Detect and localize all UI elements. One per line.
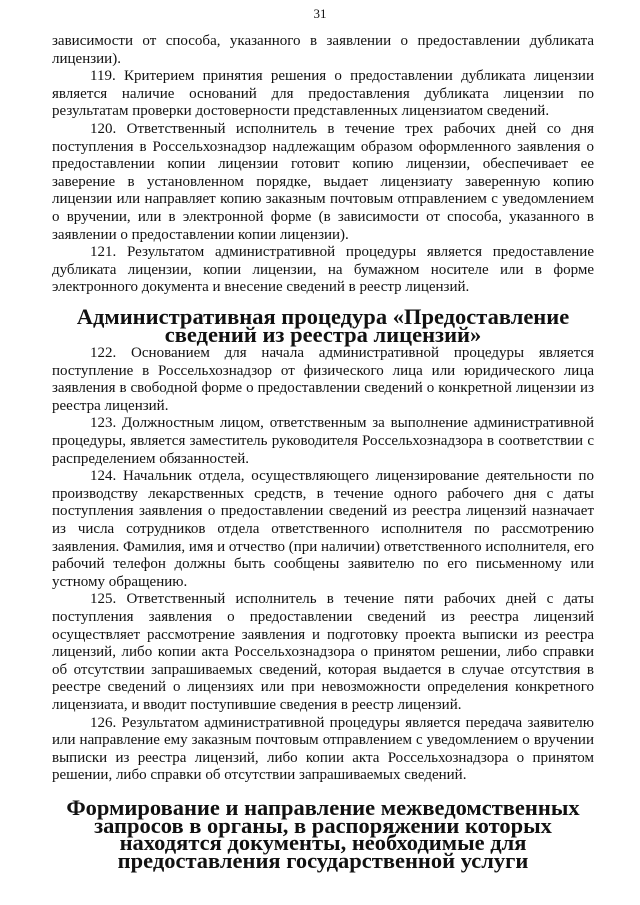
paragraph-124: 124. Начальник отдела, осуществляющего лицензирование деятельности по производству лекарственных средств, в течение одного рабочего дня с даты поступления заявления о предоставлении сведений из реестра лицензий назначает из числа сотрудников отдела ответственного исполнителя по рассмотрению заявления. Фамилия, имя и отчество (при наличии) ответственного исполнителя, его рабочий телефон должны быть сообщены заявителю по его письменному или устному обращению. [52, 468, 594, 590]
document-body [52, 33, 594, 873]
page-number: 31 [313, 6, 327, 21]
paragraph-119: 119. Критерием принятия решения о предоставлении дубликата лицензии является наличие оснований для предоставления дубликата лицензии по результатам проверки достоверности представленных лицензиатом сведений. [52, 68, 594, 120]
paragraph-125: 125. Ответственный исполнитель в течение пяти рабочих дней с даты поступления заявления о предоставлении сведений из реестра лицензий осуществляет рассмотрение заявления и подготовку проекта выписки из реестра лицензий, либо копии акта Россельхознадзора о принятом решении, либо справки об отсутствии запрашиваемых сведений, которая выдается в случае отсутствия в реестре сведений о лицензиях или при невозможности определения конкретного лицензиата, и вводит поступившие сведения в реестр лицензий. [52, 591, 594, 713]
section-heading-interagency-requests: Формирование и направление межведомственных запросов в органы, в распоряжении которых находятся документы, необходимые для предоставления государственной услуги [66, 794, 580, 873]
paragraph-120: 120. Ответственный исполнитель в течение трех рабочих дней со дня поступления в Россельхознадзор надлежащим образом оформленного заявления о предоставлении копии лицензии готовит копию лицензии, обеспечивает ее заверение в установленном порядке, выдает лицензиату заверенную копию лицензии или направляет копию заказным почтовым отправлением с уведомлением о вручении, или в электронной форме (в зависимости от способа, указанного в заявлении о предоставлении копии лицензии). [52, 120, 594, 243]
paragraph-123: 123. Должностным лицом, ответственным за выполнение административной процедуры, является заместитель руководителя Россельхознадзора в соответствии с распределением обязанностей. [52, 415, 594, 467]
section-heading-registry-info: Административная процедура «Предоставление сведений из реестра лицензий» [76, 303, 570, 347]
paragraph-122: 122. Основанием для начала административной процедуры является поступление в Россельхознадзор от физического лица или юридического лица заявления в свободной форме о предоставлении сведений о конкретной лицензии из реестра лицензий. [52, 345, 594, 414]
paragraph-126: 126. Результатом административной процедуры является передача заявителю или направление ему заказным почтовым отправлением с уведомлением о вручении выписки из реестра лицензий, либо копии акта Россельхознадзора о принятом решении, либо справки об отсутствии запрашиваемых сведений. [52, 714, 594, 784]
paragraph-continuation: зависимости от способа, указанного в заявлении о предоставлении дубликата лицензии). [52, 33, 594, 67]
paragraph-121: 121. Результатом административной процедуры является предоставление дубликата лицензии, копии лицензии, на бумажном носителе или в форме электронного документа и внесение сведений в реестр лицензий. [52, 244, 594, 296]
